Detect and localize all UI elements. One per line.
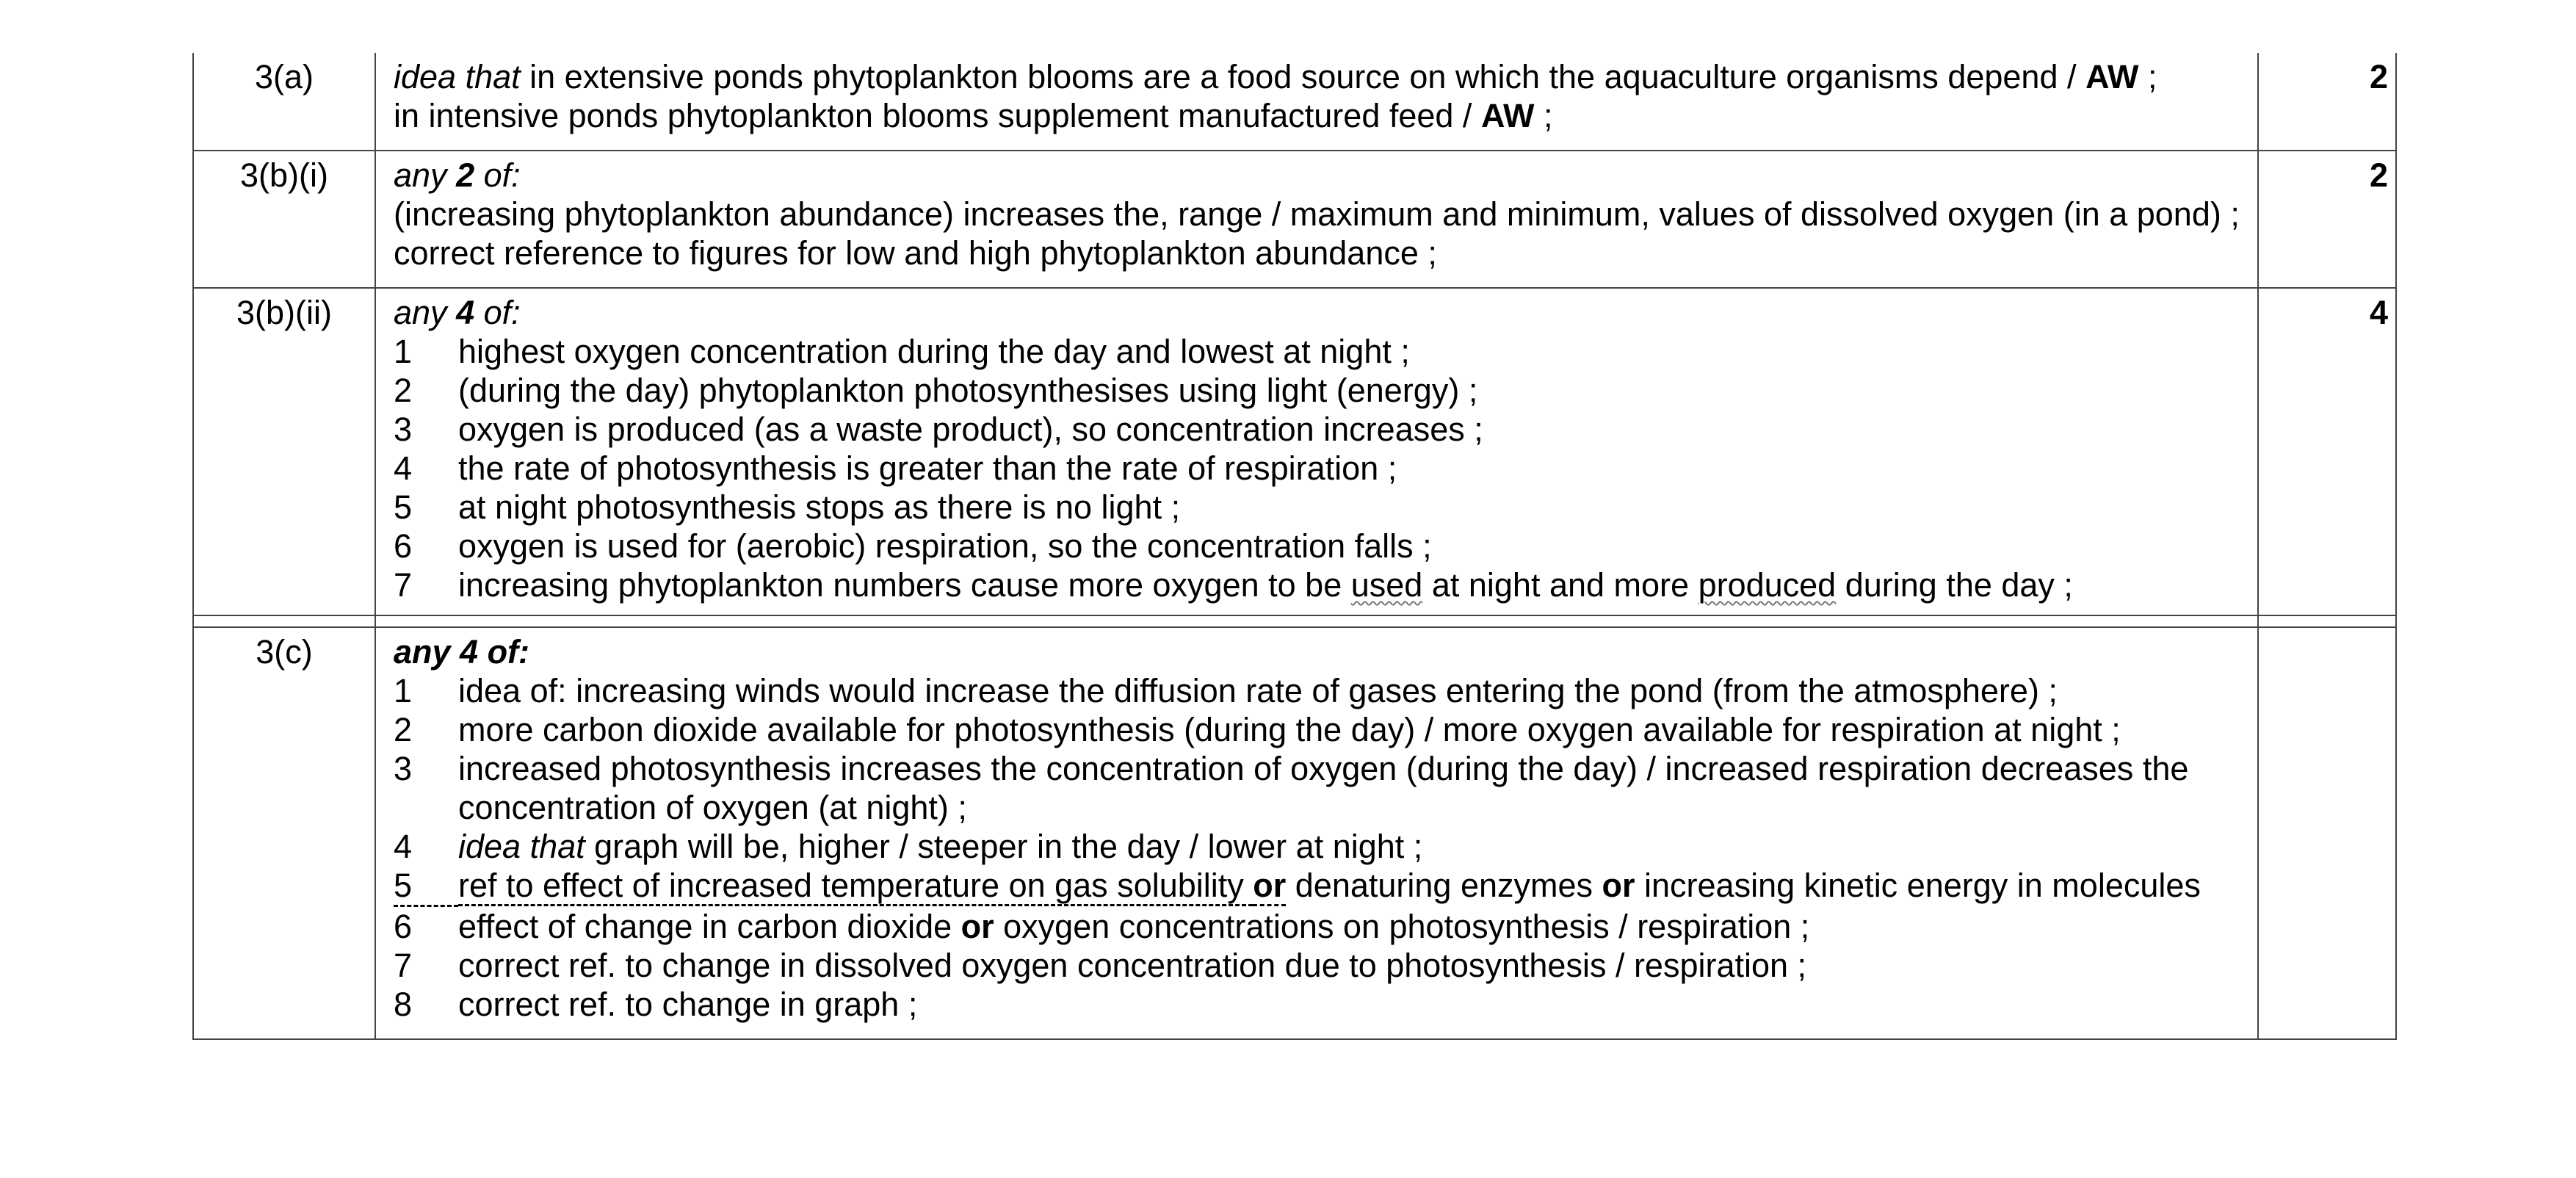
list-item bbox=[394, 488, 2240, 527]
item-text: oxygen is used for (aerobic) respiration, so the concentration falls ; bbox=[458, 527, 1432, 565]
list-item bbox=[394, 985, 2240, 1024]
item-text: at night photosynthesis stops as there is no light ; bbox=[458, 488, 1181, 526]
mark-scheme-page bbox=[192, 53, 2395, 1040]
item-text: highest oxygen concentration during the day and lowest at night ; bbox=[458, 333, 1410, 370]
answer-cell bbox=[375, 288, 2258, 615]
answer-text: AW bbox=[2085, 58, 2139, 95]
item-number: 8 bbox=[394, 986, 413, 1023]
item-number: 4 bbox=[394, 828, 413, 865]
answer-point: correct reference to figures for low and high phytoplankton abundance ; bbox=[394, 234, 1437, 272]
item-text: oxygen is produced (as a waste product), so concentration increases ; bbox=[458, 411, 1483, 448]
item-text: or bbox=[1602, 867, 1635, 904]
item-text: graph will be, higher / steeper in the day / lower at night ; bbox=[585, 828, 1423, 865]
answer-cell bbox=[375, 627, 2258, 1039]
question-number: 3(a) bbox=[193, 53, 375, 151]
table-row-3a bbox=[193, 53, 2396, 151]
answer-text: any bbox=[394, 156, 457, 194]
answer-line bbox=[394, 57, 2240, 96]
list-item bbox=[394, 866, 2240, 907]
list-item bbox=[394, 527, 2240, 565]
question-number: 3(b)(i) bbox=[193, 151, 375, 288]
list-item bbox=[394, 371, 2240, 410]
table-row-3bi bbox=[193, 151, 2396, 288]
item-text: more carbon dioxide available for photosynthesis (during the day) / more oxygen available for respiration at night ; bbox=[458, 711, 2121, 748]
separator-cell bbox=[2258, 615, 2396, 627]
answer-text: idea that bbox=[394, 58, 521, 95]
item-text: used bbox=[1350, 566, 1423, 604]
marks-value: 2 bbox=[2258, 151, 2396, 288]
answer-line bbox=[394, 96, 2240, 135]
item-number: 3 bbox=[394, 750, 413, 787]
item-text: ref to effect of increased temperature on gas solubility bbox=[458, 867, 1253, 906]
list-item bbox=[394, 907, 2240, 946]
item-number: 2 bbox=[394, 372, 413, 409]
list-item bbox=[394, 671, 2240, 710]
item-text: during the day ; bbox=[1836, 566, 2073, 604]
item-number: 6 bbox=[394, 527, 413, 565]
answer-text: of: bbox=[474, 294, 521, 331]
answer-text: any bbox=[394, 294, 457, 331]
table-row-3c bbox=[193, 627, 2396, 1039]
marks-value: 4 bbox=[2258, 288, 2396, 615]
item-number: 1 bbox=[394, 672, 413, 709]
list-item bbox=[394, 410, 2240, 449]
item-number: 7 bbox=[394, 566, 413, 604]
row-separator bbox=[193, 615, 2396, 627]
item-text: denaturing enzymes bbox=[1286, 867, 1602, 904]
list-item bbox=[394, 449, 2240, 488]
item-text: increasing phytoplankton numbers cause more oxygen to be bbox=[458, 566, 1351, 604]
item-text: produced bbox=[1698, 566, 1837, 604]
item-text: effect of change in carbon dioxide bbox=[458, 908, 961, 945]
item-number: 4 bbox=[394, 449, 413, 487]
item-text: at night and more bbox=[1422, 566, 1698, 604]
separator-cell bbox=[375, 615, 2258, 627]
item-number: 7 bbox=[394, 947, 413, 984]
item-number: 6 bbox=[394, 908, 413, 945]
item-number: 2 bbox=[394, 711, 413, 748]
question-number: 3(b)(ii) bbox=[193, 288, 375, 615]
answer-point: (increasing phytoplankton abundance) increases the, range / maximum and minimum, values of dissolved oxygen (in a pond) ; bbox=[394, 195, 2240, 233]
item-text: or bbox=[1253, 867, 1286, 906]
item-text: correct ref. to change in graph ; bbox=[458, 986, 918, 1023]
item-text: or bbox=[960, 908, 994, 945]
item-text: increased photosynthesis increases the concentration of oxygen (during the day) / increased respiration decreases the concentration of oxygen (at night) ; bbox=[458, 750, 2189, 826]
list-item bbox=[394, 565, 2240, 604]
list-item bbox=[394, 710, 2240, 749]
answer-heading bbox=[394, 293, 2240, 332]
answer-heading: any 4 of: bbox=[394, 633, 530, 671]
answer-text: 4 bbox=[456, 294, 475, 331]
item-text: correct ref. to change in dissolved oxygen concentration due to photosynthesis / respiration ; bbox=[458, 947, 1807, 984]
list-item bbox=[394, 749, 2240, 827]
list-item bbox=[394, 946, 2240, 985]
separator-cell bbox=[193, 615, 375, 627]
item-text: idea of: increasing winds would increase the diffusion rate of gases entering the pond (from the atmosphere) ; bbox=[458, 672, 2058, 709]
marks-value: 2 bbox=[2258, 53, 2396, 151]
list-item bbox=[394, 827, 2240, 866]
answer-text: 2 bbox=[456, 156, 475, 194]
answer-text: AW bbox=[1480, 97, 1535, 134]
list-item bbox=[394, 332, 2240, 371]
answer-text: in extensive ponds phytoplankton blooms are a food source on which the aquaculture organisms depend / bbox=[520, 58, 2085, 95]
answer-text: of: bbox=[474, 156, 521, 194]
question-number: 3(c) bbox=[193, 627, 375, 1039]
answer-cell bbox=[375, 53, 2258, 151]
item-number: 5 bbox=[394, 488, 413, 526]
item-text: oxygen concentrations on photosynthesis / respiration ; bbox=[994, 908, 1810, 945]
answer-text: ; bbox=[1534, 97, 1553, 134]
item-text: (during the day) phytoplankton photosynthesises using light (energy) ; bbox=[458, 372, 1478, 409]
item-number: 1 bbox=[394, 333, 413, 370]
answer-heading bbox=[394, 156, 2240, 195]
answer-cell bbox=[375, 151, 2258, 288]
item-text: increasing kinetic energy in molecules bbox=[1635, 867, 2201, 904]
item-number: 5 bbox=[394, 866, 458, 907]
item-text: idea that bbox=[458, 828, 585, 865]
item-text: the rate of photosynthesis is greater than the rate of respiration ; bbox=[458, 449, 1397, 487]
item-number: 3 bbox=[394, 411, 413, 448]
answer-text: in intensive ponds phytoplankton blooms supplement manufactured feed / bbox=[394, 97, 1481, 134]
table-row-3bii bbox=[193, 288, 2396, 615]
mark-scheme-table bbox=[192, 53, 2397, 1040]
marks-value bbox=[2258, 627, 2396, 1039]
answer-text: ; bbox=[2138, 58, 2157, 95]
